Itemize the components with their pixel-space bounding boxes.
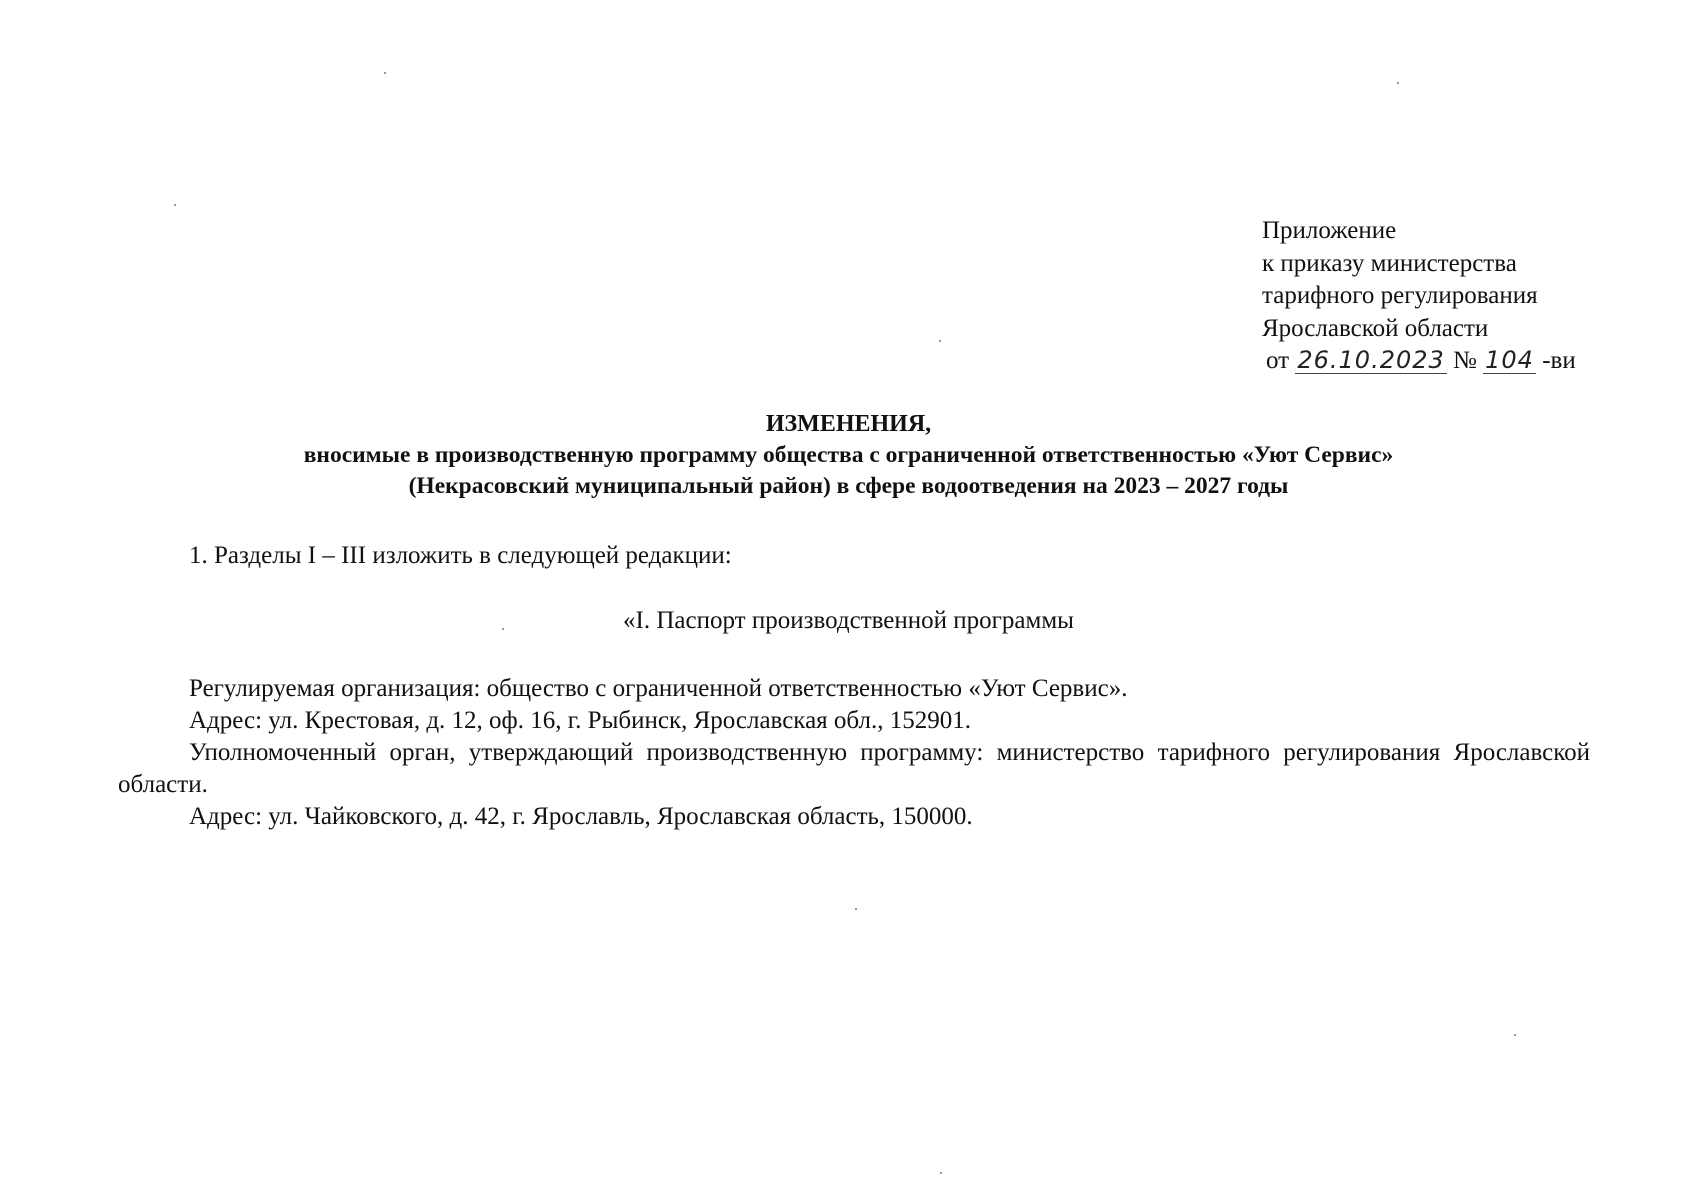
appendix-ministry: тарифного регулирования — [1262, 282, 1538, 309]
document-title — [0, 409, 1697, 502]
scan-speck — [940, 1172, 942, 1174]
number-sign: № — [1453, 347, 1477, 374]
scan-speck — [855, 908, 857, 910]
authority-address: Адрес: ул. Чайковского, д. 42, г. Ярославль, Ярославская область, 150000. — [189, 803, 973, 830]
scan-speck — [939, 340, 941, 342]
appendix-label: Приложение — [1262, 217, 1397, 244]
title-line-2: вносимые в производственную программу общества с ограниченной ответственностью «Уют Сервис» — [303, 442, 1394, 468]
date-prefix: от — [1266, 347, 1290, 374]
title-line-3: (Некрасовский муниципальный район) в сфере водоотведения на 2023 – 2027 годы — [408, 473, 1289, 499]
scan-speck — [502, 628, 504, 630]
item-1-paragraph: 1. Разделы I – III изложить в следующей редакции: — [189, 542, 732, 569]
authority-paragraph: Уполномоченный орган, утверждающий производственную программу: министерство тарифного регулирования Ярославской области. — [118, 739, 1590, 798]
handwritten-date: 26.10.2023 — [1297, 346, 1445, 374]
appendix-order-ref: к приказу министерства — [1262, 249, 1517, 277]
section-heading: «I. Паспорт производственной программы — [623, 607, 1074, 634]
scan-speck — [174, 204, 176, 206]
scan-speck — [384, 72, 386, 74]
appendix-block — [1262, 215, 1576, 378]
appendix-region: Ярославской области — [1262, 314, 1489, 342]
organization-address: Адрес: ул. Крестовая, д. 12, оф. 16, г. Рыбинск, Ярославская обл., 152901. — [189, 707, 971, 734]
scan-speck — [1514, 1034, 1516, 1036]
title-main: ИЗМЕНЕНИЯ, — [765, 411, 932, 437]
handwritten-number: 104 — [1485, 346, 1534, 374]
scan-speck — [1397, 82, 1399, 84]
number-suffix: -ви — [1542, 347, 1576, 374]
organization-paragraph: Регулируемая организация: общество с ограниченной ответственностью «Уют Сервис». — [189, 675, 1128, 702]
appendix-date-line — [1266, 345, 1576, 378]
